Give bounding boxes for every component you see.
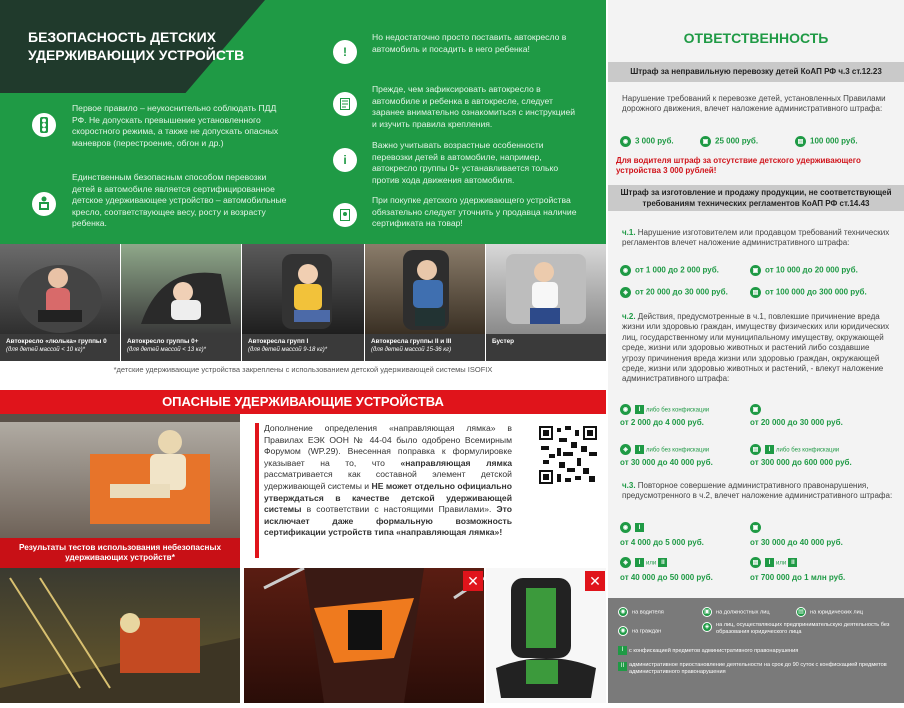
warning-icon: ! [333, 40, 357, 64]
seat-caption-weight: (для детей массой 9-18 кг)* [248, 347, 328, 353]
fine-amount [750, 287, 867, 298]
citizens-icon: ◉ [620, 265, 631, 276]
seat-photo-booster [486, 244, 606, 334]
text-part: в соответствии с настоящими Правилами». [301, 504, 497, 515]
qr-code[interactable] [537, 424, 599, 486]
entrepreneur-icon: ◈ [702, 622, 712, 632]
isofix-footnote: *детские удерживающие устройства закреплены с использованием детской удерживающей системы ISOFIX [113, 365, 493, 374]
fine-tag-text: либо без конфискации [776, 447, 840, 454]
seat-caption [0, 334, 120, 361]
part-label: ч.2. [622, 312, 636, 321]
officials-icon: ▣ [750, 404, 761, 415]
entrepreneur-icon: ◈ [620, 444, 631, 455]
fine-amount [700, 136, 758, 147]
seat-caption-name: Автокресла групп I [248, 338, 309, 345]
close-icon: ✕ [463, 571, 483, 591]
legend-text: на должностных лиц [716, 609, 770, 616]
seat-caption-weight: (для детей массой < 13 кг)* [127, 347, 206, 353]
driver-icon: ◉ [618, 607, 628, 617]
fine-amount-value: от 4 000 до 5 000 руб. [620, 538, 704, 547]
legend-text: с конфискацией предметов административного правонарушения [629, 647, 799, 654]
close-icon: ✕ [585, 571, 605, 591]
fine1-text: Нарушение требований к перевозке детей, установленных Правилами дорожного движения, влечет наложение административного штрафа: [622, 94, 886, 114]
confiscation-icon: I [635, 445, 644, 454]
seat-caption-name: Автокресла группы II и III [371, 338, 452, 345]
suspension-icon: II [658, 558, 667, 567]
fine-tag [620, 444, 709, 455]
right-item-text: Прежде, чем зафиксировать автокресло в автомобиле и ребенка в автокресле, следует заранее внимательно ознакомиться с инструкцией и изучить правила крепления. [372, 84, 576, 129]
fine-tag [750, 444, 839, 455]
part-label: ч.1. [622, 228, 636, 237]
legal-entity-icon: ▤ [795, 136, 806, 147]
legend-item [702, 607, 792, 617]
fine-amount-value: от 100 000 до 300 000 руб. [765, 287, 867, 297]
certificate-icon [333, 203, 357, 227]
fine1-warning: Для водителя штраф за отсутствие детского удерживающего устройства 3 000 рублей! [616, 156, 861, 175]
crash-test-photo [0, 414, 240, 538]
fine-amount-value: от 1 000 до 2 000 руб. [635, 265, 719, 275]
part-body: Повторное совершение административного правонарушения, предусмотренного в ч.2, влечет наложение административного штрафа: [622, 481, 893, 501]
citizens-icon: ◉ [618, 626, 628, 636]
fine-tag [620, 522, 646, 533]
crash-sled-photo [0, 568, 240, 703]
seat-caption-weight: (для детей массой < 10 кг)* [6, 347, 85, 353]
legal-entity-icon: ▤ [796, 607, 806, 617]
part2-text [622, 312, 894, 385]
legend-text: на юридических лиц [810, 609, 863, 616]
fine-amount [795, 136, 858, 147]
legend-item [702, 622, 898, 636]
confiscation-icon: I [618, 646, 627, 655]
seat-caption-name: Бустер [492, 338, 515, 345]
suspension-icon: II [788, 558, 797, 567]
fine-amount-value: от 10 000 до 20 000 руб. [765, 265, 858, 275]
right-item-text: При покупке детского удерживающего устройства обязательно следует уточнить у продавца наличие сертификата на товар! [372, 195, 577, 229]
driver-icon: ◉ [620, 136, 631, 147]
legend-text: на граждан [632, 628, 662, 635]
legal-entity-icon: ▤ [750, 444, 761, 455]
fine-amount-value: 100 000 руб. [810, 136, 858, 146]
dangerous-text [264, 423, 512, 539]
fine-amount-value: от 40 000 до 50 000 руб. [620, 573, 713, 582]
text-bold: «направляющая лямка [400, 457, 512, 468]
text-part: рассматривается как составной элемент детской удерживающей системы и [264, 469, 512, 491]
part-body: Действия, предусмотренные в ч.1, повлекшие причинение вреда жизни или здоровью граждан, имуществу физических или юридических лиц, государственному или муниципальному имуществу, окружающей среде, жизни или здоровью животных и растений либо создавшие угрозу причинения вреда жизни или здоровью граждан, окружающей среде, жизни или здоровью животных и растений, - влекут наложение административного штрафа: [622, 312, 890, 384]
legend-item [618, 607, 698, 617]
citizens-icon: ◉ [620, 404, 631, 415]
confiscation-icon: I [635, 405, 644, 414]
child-seat-icon [32, 192, 56, 216]
part-label: ч.3. [622, 481, 636, 490]
text-bold: НЕ может отдельно официально утверждаться в качестве детской удерживающей системы [264, 480, 512, 515]
responsibility-title: ОТВЕТСТВЕННОСТЬ [683, 30, 829, 46]
officials-icon: ▣ [750, 522, 761, 533]
page-title: БЕЗОПАСНОСТЬ ДЕТСКИХ УДЕРЖИВАЮЩИХ УСТРОЙСТВ [28, 29, 245, 63]
fine2-header: Штраф за изготовление и продажу продукции, не соответствующей требованиям технических регламентов КоАП РФ ст.14.43 [608, 185, 904, 211]
fine-tag [620, 404, 709, 415]
legend-text: на водителя [632, 609, 664, 616]
citizens-icon: ◉ [620, 522, 631, 533]
part3-text [622, 481, 894, 502]
document-icon [333, 92, 357, 116]
fine-amount-value: от 20 000 до 30 000 руб. [750, 418, 843, 427]
seat-photo-group-1 [242, 244, 364, 334]
right-item-text: Важно учитывать возрастные особенности перевозки детей в автомобиле, например, автокресло группы 0+ устанавливается только против хода движения автомобиля. [372, 140, 559, 185]
legal-entity-icon: ▤ [750, 557, 761, 568]
legend-text: на лиц, осуществляющих предпринимательскую деятельность без образования юридического лица [716, 622, 890, 635]
fine-amount-value: от 20 000 до 30 000 руб. [635, 287, 728, 297]
fine-amount-value: от 700 000 до 1 млн руб. [750, 573, 846, 582]
legend-item [618, 662, 898, 676]
seat-photo-group-2-3 [365, 244, 485, 334]
fine-amount-value: 25 000 руб. [715, 136, 759, 146]
fine-amount-value: 3 000 руб. [635, 136, 674, 146]
or-label: или [776, 560, 787, 567]
legal-entity-icon: ▤ [750, 287, 761, 298]
fine-amount [620, 265, 719, 276]
seat-photo-group-0 [0, 244, 120, 334]
seat-caption-name: Автокресло группы 0+ [127, 338, 199, 345]
accent-bar [255, 423, 259, 558]
officials-icon: ▣ [750, 265, 761, 276]
or-label: или [646, 560, 657, 567]
suspension-icon: II [618, 662, 627, 671]
info-icon: i [333, 148, 357, 172]
fine-amount [620, 287, 728, 298]
legend-text: административное приостановление деятельности на срок до 90 суток с конфискацией предметов административного правонарушения [629, 662, 887, 675]
test-results-caption: Результаты тестов использования небезопасных удерживающих устройств* [0, 538, 240, 568]
seat-caption [486, 334, 606, 361]
officials-icon: ▣ [700, 136, 711, 147]
part-body: Нарушение изготовителем или продавцом требований технических регламентов влечет наложение административного штрафа: [622, 228, 890, 248]
seat-caption [365, 334, 485, 361]
entrepreneur-icon: ◈ [620, 287, 631, 298]
belt-guide-photo [244, 568, 484, 703]
legend-item [618, 646, 898, 655]
confiscation-icon: I [635, 558, 644, 567]
right-item-text: Но недостаточно просто поставить автокресло в автомобиль и посадить в него ребенка! [372, 32, 567, 54]
text-part: Дополнение определения «направляющая лямка» в Правилах ЕЭК ООН № 44-04 было одобрено Всемирным Форумом (WP.29). Внесенная поправка к формулировке указывает на то, что [264, 423, 512, 468]
seat-caption [242, 334, 364, 361]
fine-tag [750, 404, 765, 415]
fine-tag-text: либо без конфискации [646, 447, 710, 454]
dangerous-title: ОПАСНЫЕ УДЕРЖИВАЮЩИЕ УСТРОЙСТВА [0, 390, 606, 414]
legend-item [618, 626, 698, 636]
seat-caption-name: Автокресло «люлька» группы 0 [6, 338, 107, 345]
seat-caption-weight: (для детей массой 15-36 кг) [371, 347, 452, 353]
fine-amount-value: от 2 000 до 4 000 руб. [620, 418, 704, 427]
confiscation-icon: I [765, 558, 774, 567]
part1-text [622, 228, 894, 249]
fine-amount-value: от 30 000 до 40 000 руб. [620, 458, 713, 467]
fine-amount [620, 136, 674, 147]
officials-icon: ▣ [702, 607, 712, 617]
left-item-text: Первое правило – неукоснительно соблюдать ПДД РФ. Не допускать превышение установленного скоростного режима, а также не допускать опасных маневров (перестроение, обгон и др.) [72, 103, 279, 148]
traffic-light-icon [32, 113, 56, 137]
fine-amount [750, 265, 858, 276]
fine1-header: Штраф за неправильную перевозку детей КоАП РФ ч.3 ст.12.23 [608, 62, 904, 82]
entrepreneur-icon: ◈ [620, 557, 631, 568]
fine-amount-value: от 300 000 до 600 000 руб. [750, 458, 852, 467]
fine-tag [750, 522, 765, 533]
confiscation-icon: I [635, 523, 644, 532]
seat-photo-group-0plus [121, 244, 241, 334]
legend-item [796, 607, 900, 617]
fine-amount-value: от 30 000 до 40 000 руб. [750, 538, 843, 547]
fine-tag [750, 557, 799, 568]
left-item-text: Единственным безопасным способом перевозки детей в автомобиле является сертифицированное детское удерживающее устройство – автомобильные кресло, соответствующее весу, росту и возрасту ребенка. [72, 172, 287, 229]
confiscation-icon: I [765, 445, 774, 454]
fine-tag-text: либо без конфискации [646, 407, 710, 414]
seat-caption [121, 334, 241, 361]
text-bold: Это исключает даже формальную возможность сертификации устройств типа «направляющая лямка»! [264, 504, 512, 538]
fine-tag [620, 557, 669, 568]
